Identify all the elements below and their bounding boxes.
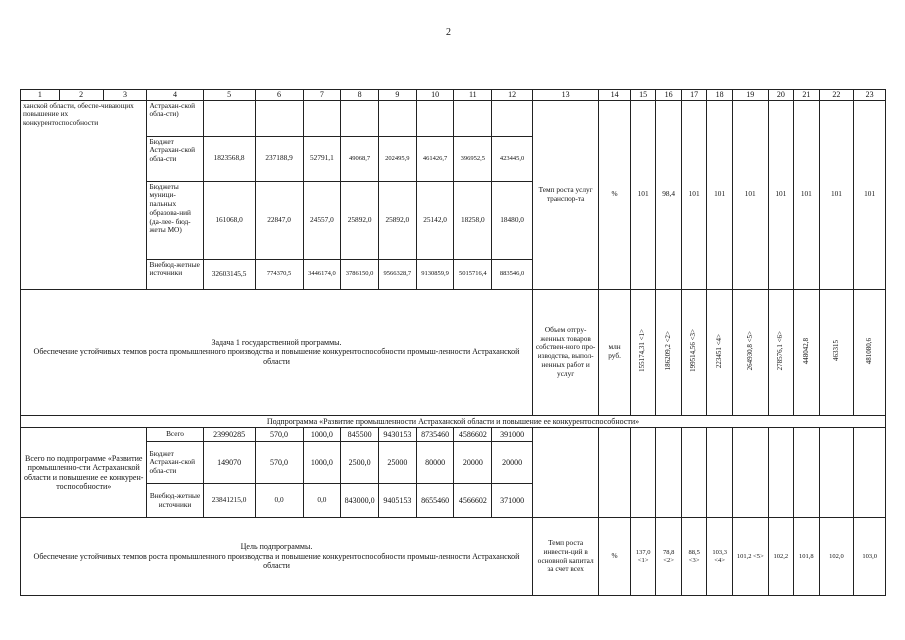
- indicator-value: [681, 289, 707, 415]
- task-title: Задача 1 государственной программы.: [211, 337, 342, 347]
- value-cell: 49068,7: [341, 136, 379, 181]
- page-number: 2: [446, 27, 451, 38]
- empty-cell: [630, 428, 656, 518]
- empty-cell: [681, 428, 707, 518]
- indicator-value: 101: [819, 100, 854, 289]
- column-number-row: [21, 90, 886, 101]
- indicator-value: 98,4: [656, 100, 682, 289]
- value-cell: 8655460: [416, 484, 454, 518]
- subprogram-row: [21, 415, 886, 428]
- value-cell: 774370,5: [255, 259, 303, 289]
- column-number: 6: [255, 90, 303, 101]
- column-number: 23: [854, 90, 886, 101]
- unit: %: [599, 518, 631, 596]
- value-cell: 9566328,7: [378, 259, 416, 289]
- empty-cell: [794, 428, 820, 518]
- funding-source: Внебюд-жетные источники: [147, 259, 203, 289]
- indicator-value-text: 481080,6: [864, 337, 873, 364]
- column-number: 9: [378, 90, 416, 101]
- value-cell: 25142,0: [416, 181, 454, 259]
- column-number: 10: [416, 90, 454, 101]
- indicator-value: 88,5 <3>: [681, 518, 707, 596]
- indicator-value: [707, 289, 733, 415]
- column-number: 17: [681, 90, 707, 101]
- column-number: 5: [203, 90, 255, 101]
- column-number: 16: [656, 90, 682, 101]
- value-cell: 9130859,9: [416, 259, 454, 289]
- value-cell: [303, 100, 341, 136]
- value-cell: 461426,7: [416, 136, 454, 181]
- column-number: 8: [341, 90, 379, 101]
- indicator-value: 103,0: [854, 518, 886, 596]
- indicator-value: 102,0: [819, 518, 854, 596]
- value-cell: 9405153: [378, 484, 416, 518]
- funding-source: Внебюд-жетные источники: [147, 484, 203, 518]
- value-cell: 396952,5: [454, 136, 492, 181]
- indicator-value-text: 186209,2 <2>: [663, 331, 672, 371]
- task-description: [21, 289, 533, 415]
- indicator-value: [819, 289, 854, 415]
- column-number: 4: [147, 90, 203, 101]
- table-row: [21, 100, 886, 136]
- value-cell: 18258,0: [454, 181, 492, 259]
- value-cell: 52791,1: [303, 136, 341, 181]
- empty-cell: [656, 428, 682, 518]
- value-cell: 883546,0: [492, 259, 533, 289]
- funding-source: Всего: [147, 428, 203, 442]
- value-cell: 5015716,4: [454, 259, 492, 289]
- value-cell: 4586602: [454, 428, 492, 442]
- column-number: 20: [768, 90, 794, 101]
- value-cell: 24557,0: [303, 181, 341, 259]
- indicator-name: Темп роста инвести-ций в основной капитал за счет всех: [532, 518, 598, 596]
- value-cell: 149070: [203, 442, 255, 484]
- column-number: 3: [103, 90, 147, 101]
- indicator-value-text: 264930,8 <5>: [745, 331, 754, 371]
- task-text: Обеспечение устойчивых темпов роста промышленного производства и повышение конкурентоспособности промыш-ленности Астраханской области: [33, 347, 520, 366]
- goal-description: [21, 518, 533, 596]
- goal-text: Обеспечение устойчивых темпов роста промышленного производства и повышение конкурентоспособности промыш-ленности Астраханской области: [33, 551, 520, 571]
- measure-name: ханской области, обеспе-чивающих повышение их конкурентоспособности: [21, 100, 147, 289]
- indicator-value-text: 463315: [831, 340, 840, 362]
- value-cell: 25892,0: [378, 181, 416, 259]
- indicator-value: 101: [681, 100, 707, 289]
- column-number: 19: [732, 90, 768, 101]
- indicator-value: 101: [707, 100, 733, 289]
- value-cell: 843000,0: [341, 484, 379, 518]
- indicator-value: 101: [768, 100, 794, 289]
- indicator-name: Объем отгру-женных товаров собствен-ного про-изводства, выпол-ненных работ и услуг: [532, 289, 598, 415]
- indicator-value: [854, 289, 886, 415]
- indicator-value-text: 223451 <4>: [714, 333, 723, 368]
- column-number: 2: [59, 90, 103, 101]
- indicator-value-text: 199514,56 <3>: [689, 329, 698, 373]
- column-number: 12: [492, 90, 533, 101]
- indicator-value-text: 448042,8: [801, 337, 810, 364]
- indicator-value: [768, 289, 794, 415]
- value-cell: 202495,9: [378, 136, 416, 181]
- empty-cell: [819, 428, 854, 518]
- empty-cell: [532, 428, 598, 518]
- column-number: 11: [454, 90, 492, 101]
- value-cell: 8735460: [416, 428, 454, 442]
- value-cell: 23841215,0: [203, 484, 255, 518]
- column-number: 7: [303, 90, 341, 101]
- value-cell: 0,0: [303, 484, 341, 518]
- program-table: [20, 89, 886, 596]
- indicator-value: 101,8: [794, 518, 820, 596]
- value-cell: 161068,0: [203, 181, 255, 259]
- value-cell: [203, 100, 255, 136]
- empty-cell: [599, 428, 631, 518]
- value-cell: 1823568,8: [203, 136, 255, 181]
- value-cell: 570,0: [255, 428, 303, 442]
- indicator-value: [630, 289, 656, 415]
- column-number: 18: [707, 90, 733, 101]
- value-cell: 371000: [492, 484, 533, 518]
- column-number: 1: [21, 90, 60, 101]
- value-cell: [492, 100, 533, 136]
- empty-cell: [732, 428, 768, 518]
- value-cell: 1000,0: [303, 428, 341, 442]
- value-cell: 20000: [454, 442, 492, 484]
- value-cell: 22847,0: [255, 181, 303, 259]
- value-cell: [378, 100, 416, 136]
- empty-cell: [707, 428, 733, 518]
- indicator-value-text: 278576,1 <6>: [776, 331, 785, 371]
- value-cell: 20000: [492, 442, 533, 484]
- funding-source: Бюджет Астрахан-ской обла-сти: [147, 442, 203, 484]
- indicator-value: [732, 289, 768, 415]
- value-cell: 0,0: [255, 484, 303, 518]
- column-number: 15: [630, 90, 656, 101]
- value-cell: 391000: [492, 428, 533, 442]
- value-cell: 570,0: [255, 442, 303, 484]
- funding-source: Бюджеты муници-пальных образова-ний (да-лее- бюд-жеты МО): [147, 181, 203, 259]
- indicator-value: 78,8 <2>: [656, 518, 682, 596]
- indicator-name: Темп роста услуг транспор-та: [532, 100, 598, 289]
- value-cell: 845500: [341, 428, 379, 442]
- indicator-value: 101: [854, 100, 886, 289]
- value-cell: [454, 100, 492, 136]
- indicator-value: 102,2: [768, 518, 794, 596]
- indicator-value: 101: [794, 100, 820, 289]
- value-cell: 3786150,0: [341, 259, 379, 289]
- value-cell: 9430153: [378, 428, 416, 442]
- indicator-value: 101,2 <5>: [732, 518, 768, 596]
- value-cell: [341, 100, 379, 136]
- value-cell: [416, 100, 454, 136]
- column-number: 14: [599, 90, 631, 101]
- value-cell: 18480,0: [492, 181, 533, 259]
- table-row: [21, 428, 886, 442]
- value-cell: [255, 100, 303, 136]
- indicator-value: [656, 289, 682, 415]
- empty-cell: [854, 428, 886, 518]
- column-number: 13: [532, 90, 598, 101]
- value-cell: 1000,0: [303, 442, 341, 484]
- value-cell: 423445,0: [492, 136, 533, 181]
- value-cell: 4566602: [454, 484, 492, 518]
- column-number: 21: [794, 90, 820, 101]
- value-cell: 80000: [416, 442, 454, 484]
- subprogram-title: Подпрограмма «Развитие промышленности Астраханской области и повышение ее конкурентоспособности»: [21, 415, 886, 428]
- funding-source: Бюджет Астрахан-ской обла-сти: [147, 136, 203, 181]
- value-cell: 2500,0: [341, 442, 379, 484]
- indicator-value: 103,3 <4>: [707, 518, 733, 596]
- value-cell: 32603145,5: [203, 259, 255, 289]
- value-cell: 25000: [378, 442, 416, 484]
- goal-title: Цель подпрограммы.: [240, 542, 313, 552]
- indicator-value-text: 155174,31 <1>: [638, 329, 647, 373]
- indicator-value: 101: [630, 100, 656, 289]
- empty-cell: [768, 428, 794, 518]
- unit: %: [599, 100, 631, 289]
- task-row: [21, 289, 886, 415]
- unit: млн руб.: [599, 289, 631, 415]
- value-cell: 3446174,0: [303, 259, 341, 289]
- value-cell: 237188,9: [255, 136, 303, 181]
- value-cell: 25892,0: [341, 181, 379, 259]
- indicator-value: [794, 289, 820, 415]
- column-number: 22: [819, 90, 854, 101]
- indicator-value: 137,0 <1>: [630, 518, 656, 596]
- funding-source: Астрахан-ской обла-сти): [147, 100, 203, 136]
- subprogram-total-name: Всего по подпрограмме «Развитие промышленно-сти Астраханской области и повышение ее конкурен-тоспособности»: [21, 428, 147, 518]
- goal-row: [21, 518, 886, 596]
- indicator-value: 101: [732, 100, 768, 289]
- value-cell: 23990285: [203, 428, 255, 442]
